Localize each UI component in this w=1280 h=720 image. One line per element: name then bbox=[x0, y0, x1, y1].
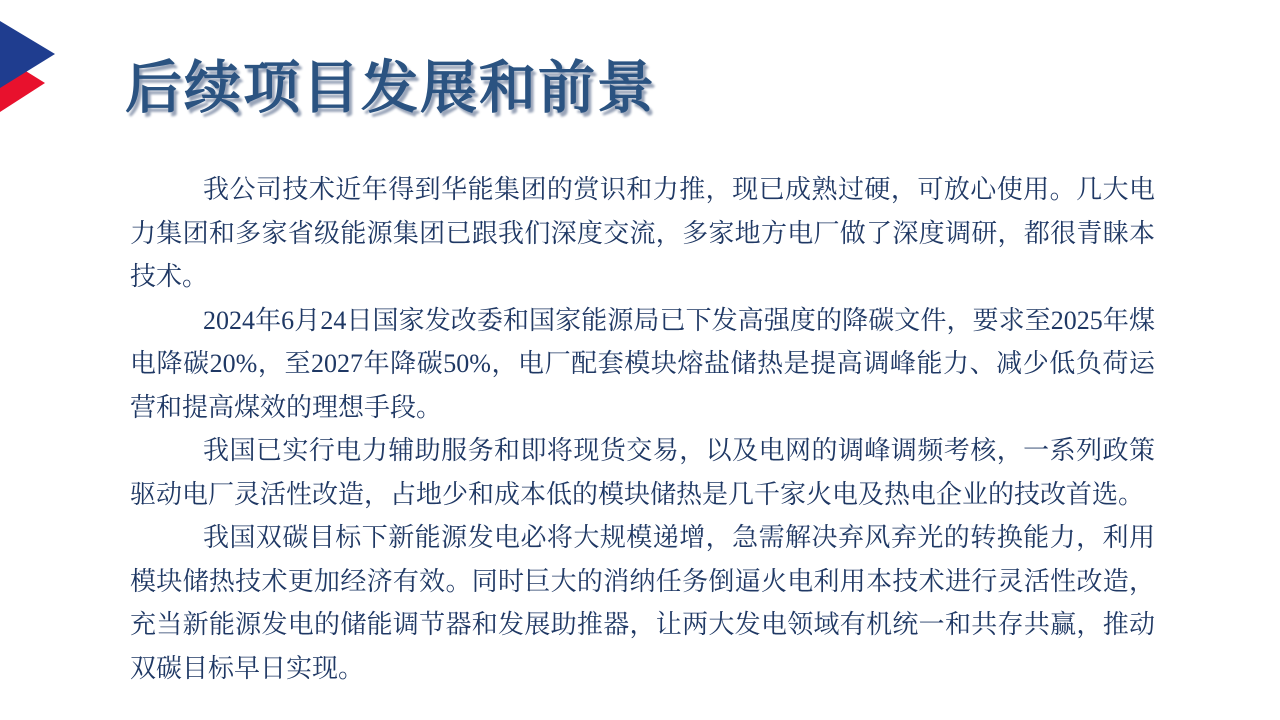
slide-title: 后续项目发展和前景 bbox=[125, 56, 656, 120]
corner-arrow-decoration bbox=[0, 0, 70, 125]
slide-body bbox=[130, 168, 1155, 690]
body-paragraph-4: 我国双碳目标下新能源发电必将大规模递增，急需解决弃风弃光的转换能力，利用模块储热技术更加经济有效。同时巨大的消纳任务倒逼火电利用本技术进行灵活性改造，充当新能源发电的储能调节器和发展助推器，让两大发电领域有机统一和共存共赢，推动双碳目标早日实现。 bbox=[130, 523, 1155, 683]
body-paragraph-1: 我公司技术近年得到华能集团的赏识和力推，现已成熟过硬，可放心使用。几大电力集团和多家省级能源集团已跟我们深度交流，多家地方电厂做了深度调研，都很青睐本技术。 bbox=[130, 175, 1155, 291]
body-paragraph-3: 我国已实行电力辅助服务和即将现货交易，以及电网的调峰调频考核，一系列政策驱动电厂灵活性改造，占地少和成本低的模块储热是几千家火电及热电企业的技改首选。 bbox=[130, 436, 1155, 509]
body-paragraph-2: 2024年6月24日国家发改委和国家能源局已下发高强度的降碳文件，要求至2025年煤电降碳20%，至2027年降碳50%，电厂配套模块熔盐储热是提高调峰能力、减少低负荷运营和提高煤效的理想手段。 bbox=[130, 305, 1155, 422]
